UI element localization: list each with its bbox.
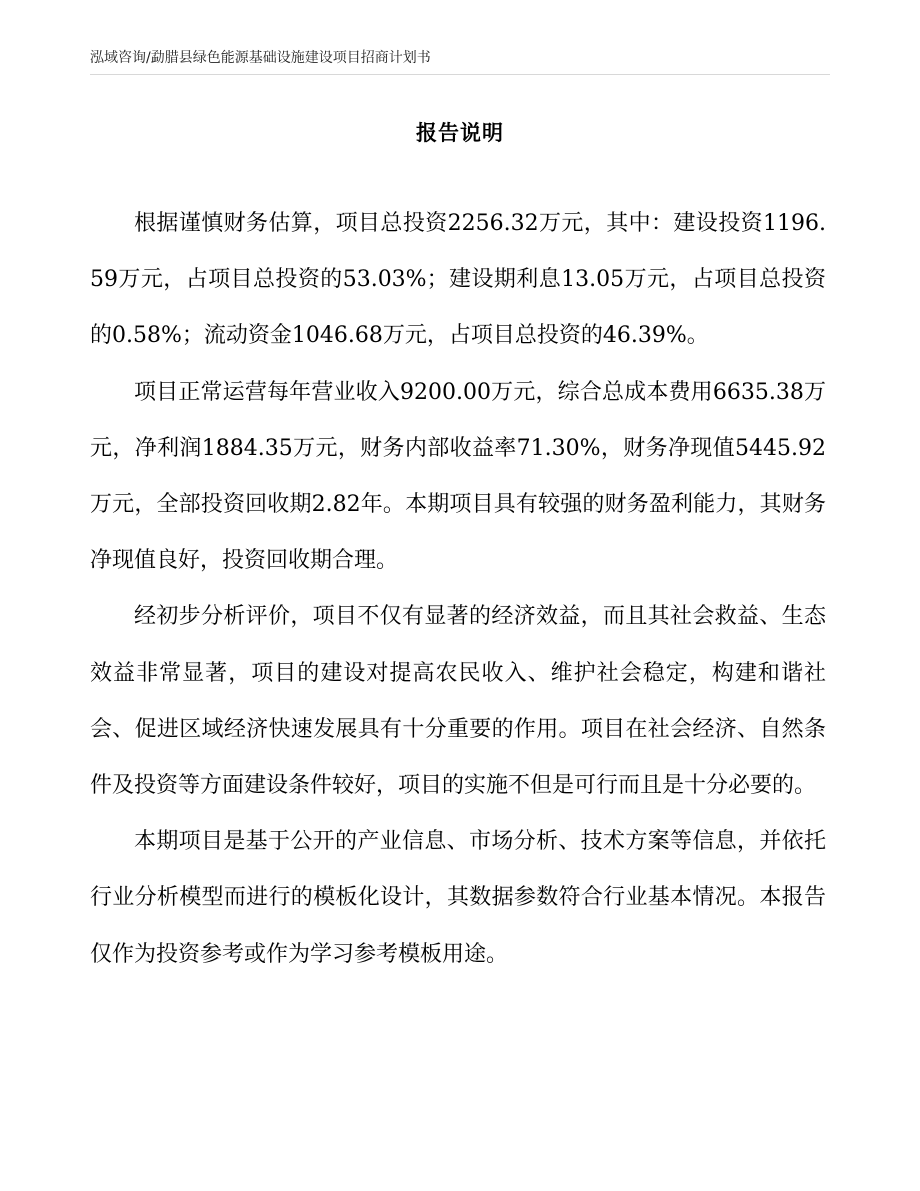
paragraph-financials: 项目正常运营每年营业收入9200.00万元，综合总成本费用6635.38万元，净利润1884.35万元，财务内部收益率71.30%，财务净现值5445.92万元，全部投资回收期2.82年。本期项目具有较强的财务盈利能力，其财务净现值良好，投资回收期合理。 bbox=[90, 379, 826, 574]
header-divider bbox=[90, 74, 830, 75]
page-title: 报告说明 bbox=[416, 121, 504, 145]
paragraph-evaluation: 经初步分析评价，项目不仅有显著的经济效益，而且其社会救益、生态效益非常显著，项目的建设对提高农民收入、维护社会稳定，构建和谐社会、促进区域经济快速发展具有十分重要的作用。项目在社会经济、自然条件及投资等方面建设条件较好，项目的实施不但是可行而且是十分必要的。 bbox=[90, 604, 826, 799]
paragraph-investment: 根据谨慎财务估算，项目总投资2256.32万元，其中：建设投资1196.59万元，占项目总投资的53.03%；建设期利息13.05万元，占项目总投资的0.58%；流动资金1046.68万元，占项目总投资的46.39%。 bbox=[90, 211, 826, 349]
paragraph-disclaimer: 本期项目是基于公开的产业信息、市场分析、技术方案等信息，并依托行业分析模型而进行的模板化设计，其数据参数符合行业基本情况。本报告仅作为投资参考或作为学习参考模板用途。 bbox=[90, 829, 826, 967]
report-body bbox=[90, 196, 826, 983]
running-header: 泓域咨询/勐腊县绿色能源基础设施建设项目招商计划书 bbox=[90, 50, 431, 66]
